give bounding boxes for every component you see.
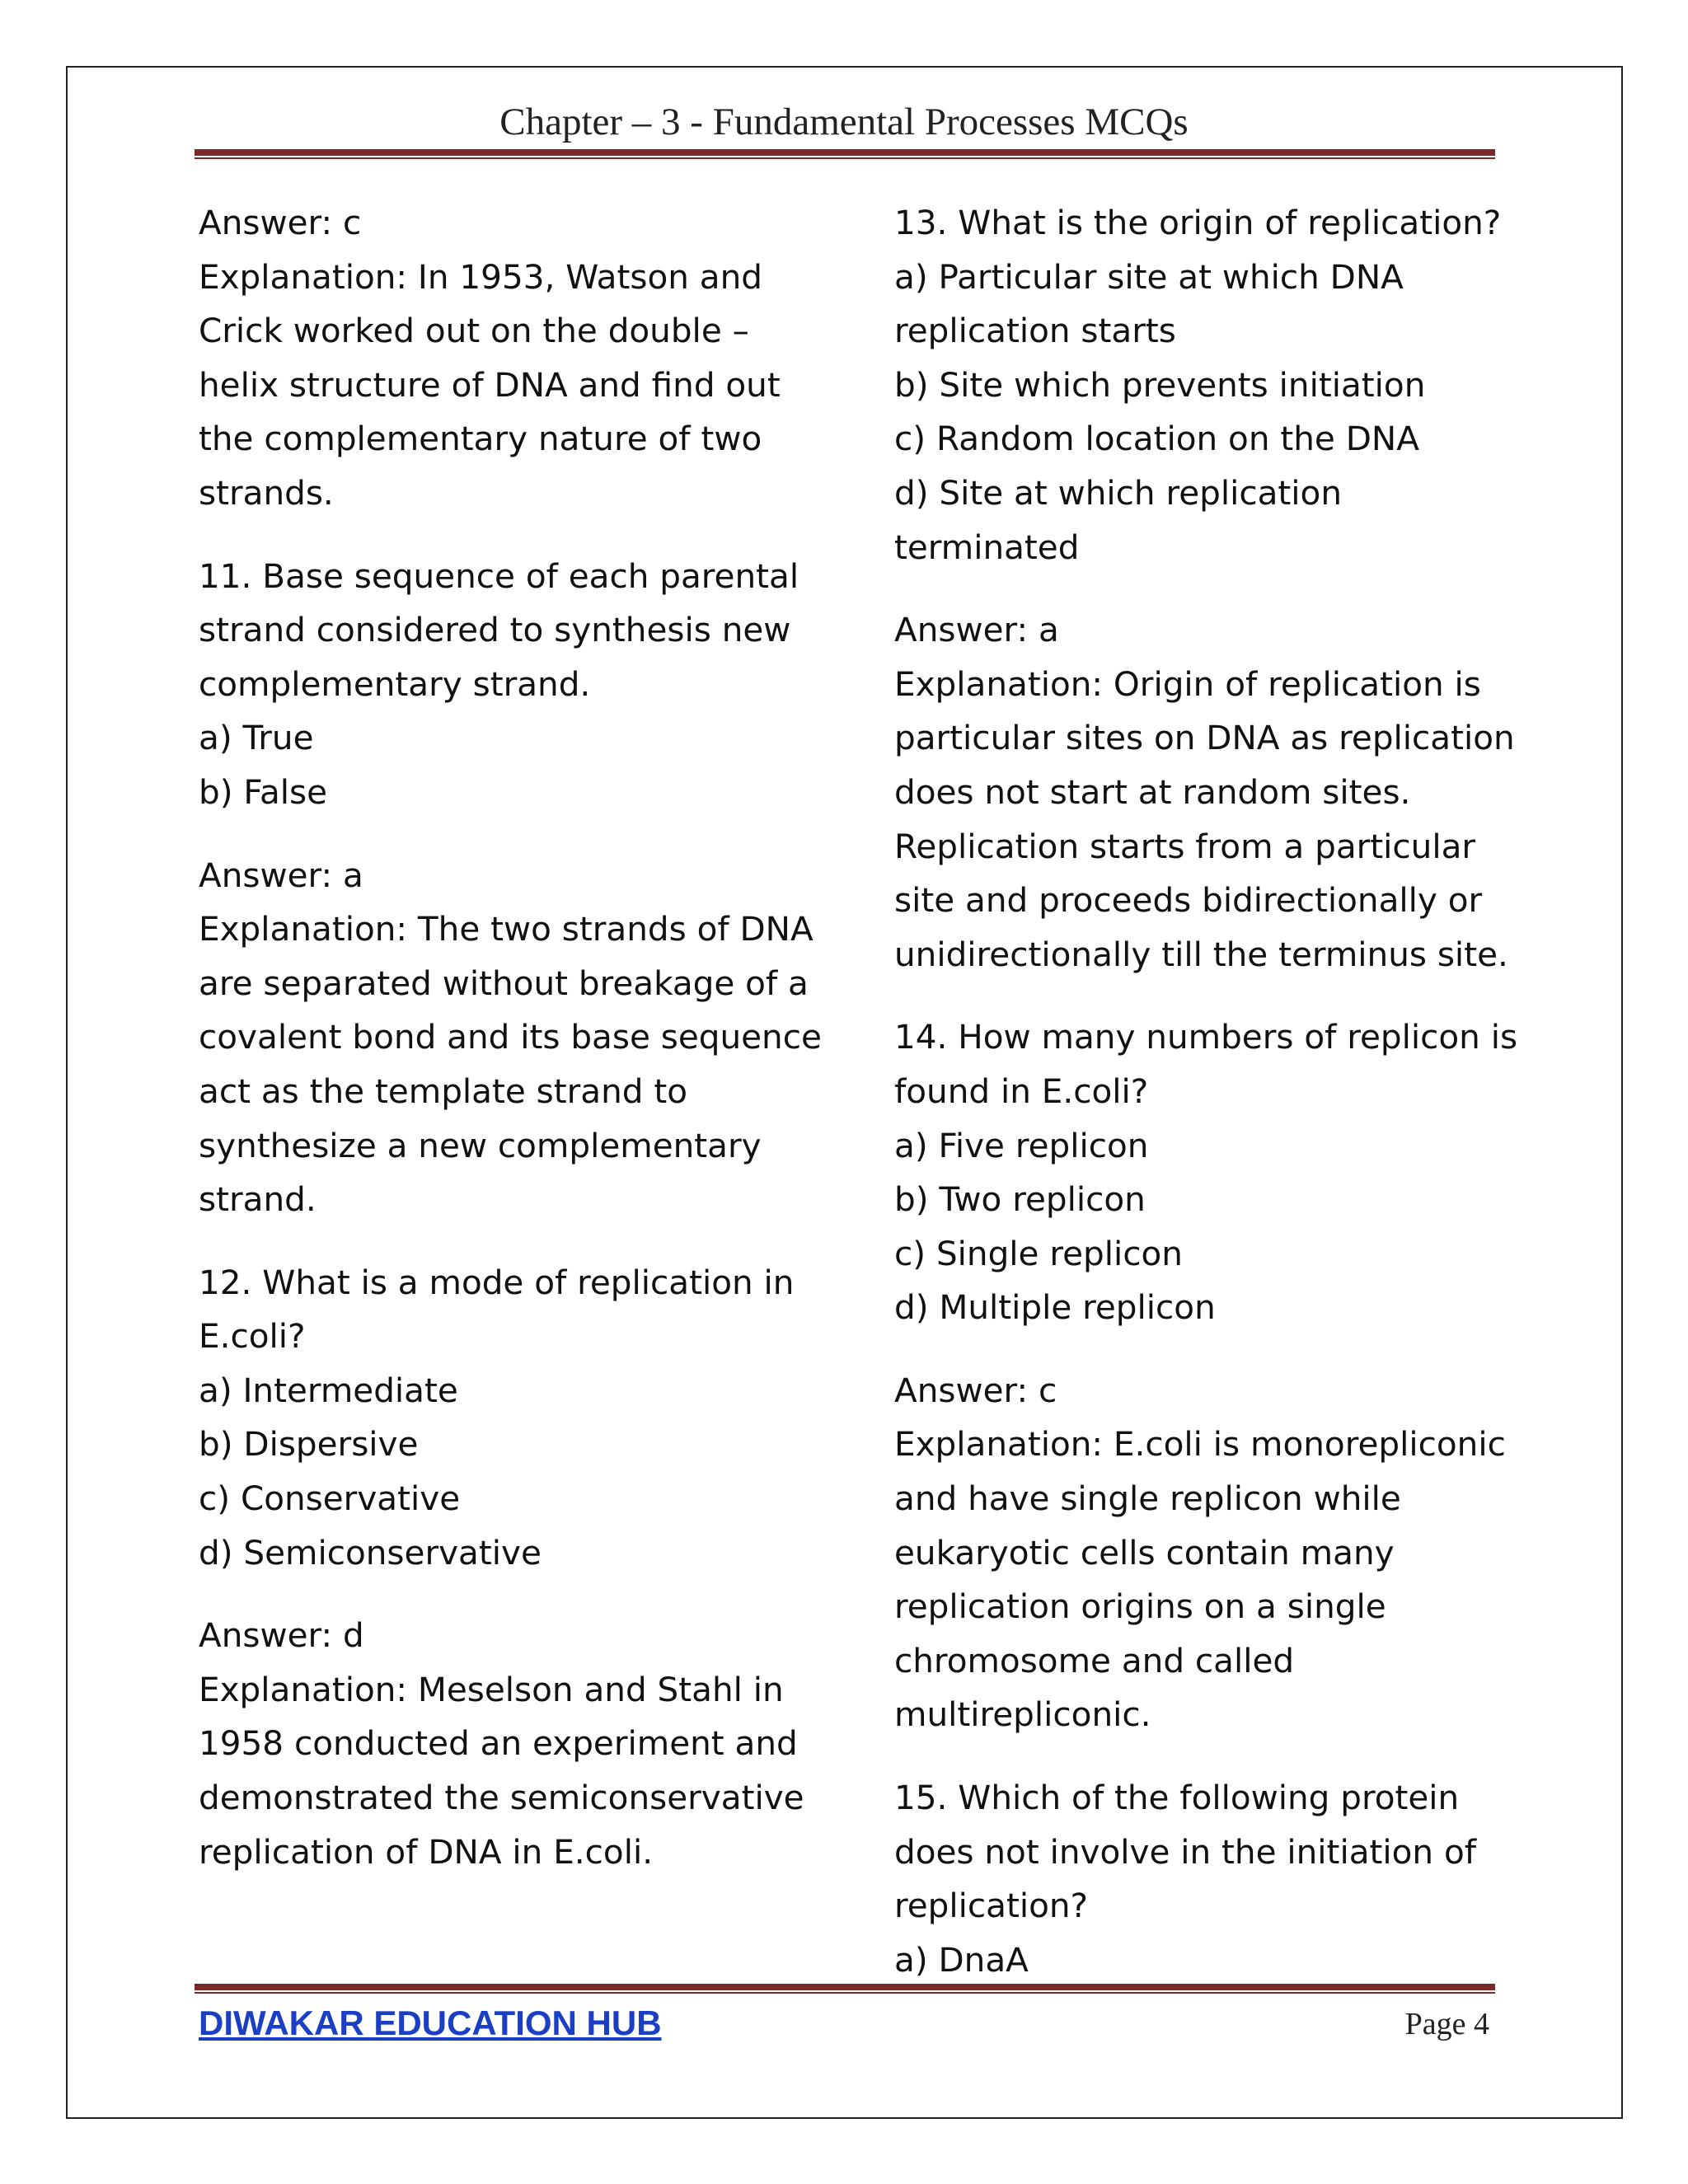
- text-line: b) Site which prevents initiation: [894, 364, 1426, 405]
- text-line: site and proceeds bidirectionally or: [894, 880, 1483, 921]
- text-line: 13. What is the origin of replication?: [894, 203, 1502, 242]
- text-line: c) Random location on the DNA: [894, 419, 1419, 459]
- page-number: Page 4: [1404, 2007, 1489, 2041]
- text-line: d) Semiconservative: [199, 1532, 542, 1572]
- text-block: [199, 1256, 813, 1581]
- text-line: does not start at random sites.: [894, 771, 1411, 812]
- text-line: 15. Which of the following protein: [894, 1778, 1460, 1818]
- text-line: strand considered to synthesis new: [199, 610, 791, 650]
- block-gap: [199, 1580, 813, 1609]
- text-line: and have single replicon while: [894, 1479, 1401, 1519]
- text-line: eukaryotic cells contain many: [894, 1532, 1395, 1572]
- block-gap: [199, 521, 813, 550]
- text-line: replication?: [894, 1886, 1089, 1926]
- block-gap: [894, 982, 1508, 1010]
- text-line: terminated: [894, 527, 1080, 567]
- block-gap: [199, 1227, 813, 1256]
- text-line: replication of DNA in E.coli.: [199, 1831, 654, 1872]
- text-line: multirepliconic.: [894, 1694, 1151, 1735]
- text-block: [894, 1364, 1508, 1742]
- text-line: Answer: d: [199, 1615, 364, 1656]
- text-line: 1958 conducted an experiment and: [199, 1723, 798, 1764]
- text-line: a) Particular site at which DNA: [894, 256, 1404, 297]
- text-block: [199, 550, 813, 820]
- text-line: b) Dispersive: [199, 1424, 419, 1465]
- text-block: [894, 603, 1515, 982]
- text-block: [894, 1771, 1508, 1987]
- text-block: [199, 1609, 813, 1879]
- text-line: complementary strand.: [199, 663, 591, 704]
- text-line: found in E.coli?: [894, 1071, 1149, 1111]
- text-line: b) Two replicon: [894, 1179, 1146, 1220]
- block-gap: [199, 820, 813, 849]
- text-line: a) Intermediate: [199, 1370, 458, 1410]
- text-line: 11. Base sequence of each parental: [199, 555, 799, 596]
- text-line: strand.: [199, 1179, 316, 1220]
- block-gap: [894, 574, 1508, 603]
- text-line: Explanation: E.coli is monorepliconic: [894, 1424, 1506, 1465]
- text-line: demonstrated the semiconservative: [199, 1778, 804, 1818]
- text-line: helix structure of DNA and find out: [199, 364, 781, 405]
- text-block: [894, 1010, 1518, 1335]
- text-line: the complementary nature of two: [199, 419, 762, 459]
- right-column: [894, 196, 1518, 1987]
- text-line: E.coli?: [199, 1316, 306, 1357]
- text-line: strands.: [199, 472, 334, 513]
- text-line: particular sites on DNA as replication: [894, 718, 1515, 758]
- text-line: replication starts: [894, 311, 1176, 351]
- text-line: Explanation: Origin of replication is: [894, 663, 1481, 704]
- text-line: d) Multiple replicon: [894, 1287, 1216, 1328]
- text-line: c) Conservative: [199, 1479, 461, 1519]
- text-line: Replication starts from a particular: [894, 826, 1476, 866]
- footer-rule-thin: [195, 1992, 1495, 1994]
- text-block: [199, 849, 822, 1227]
- text-line: b) False: [199, 771, 328, 812]
- footer-rule-thick: [195, 1984, 1495, 1990]
- text-line: 14. How many numbers of replicon is: [894, 1017, 1518, 1057]
- text-line: d) Site at which replication: [894, 472, 1342, 513]
- text-line: does not involve in the initiation of: [894, 1831, 1477, 1872]
- left-column: [199, 196, 822, 1879]
- text-line: Explanation: The two strands of DNA: [199, 909, 814, 949]
- text-line: 12. What is a mode of replication in: [199, 1262, 795, 1302]
- text-line: chromosome and called: [894, 1640, 1295, 1680]
- block-gap: [894, 1335, 1508, 1364]
- text-block: [199, 196, 813, 521]
- text-line: synthesize a new complementary: [199, 1125, 762, 1165]
- header-rule-thick: [195, 149, 1495, 156]
- text-line: Answer: c: [894, 1370, 1057, 1410]
- text-line: a) Five replicon: [894, 1125, 1149, 1165]
- text-line: Answer: c: [199, 203, 362, 242]
- text-line: are separated without breakage of a: [199, 963, 809, 1003]
- text-line: c) Single replicon: [894, 1233, 1183, 1273]
- block-gap: [894, 1742, 1508, 1771]
- text-line: a) DnaA: [894, 1939, 1029, 1980]
- text-line: a) True: [199, 718, 314, 758]
- header-rule-thin: [195, 157, 1495, 159]
- text-line: Answer: a: [894, 610, 1059, 650]
- text-line: Crick worked out on the double –: [199, 311, 749, 351]
- footer-brand-link[interactable]: DIWAKAR EDUCATION HUB: [199, 2004, 662, 2042]
- text-line: Explanation: In 1953, Watson and: [199, 256, 762, 297]
- text-line: act as the template strand to: [199, 1071, 688, 1111]
- text-line: unidirectionally till the terminus site.: [894, 934, 1508, 974]
- text-line: Explanation: Meselson and Stahl in: [199, 1669, 784, 1709]
- page-header-title: Chapter – 3 - Fundamental Processes MCQs: [499, 101, 1189, 143]
- text-line: Answer: a: [199, 855, 363, 895]
- text-line: replication origins on a single: [894, 1586, 1386, 1627]
- text-line: covalent bond and its base sequence: [199, 1017, 822, 1057]
- text-block: [894, 196, 1508, 574]
